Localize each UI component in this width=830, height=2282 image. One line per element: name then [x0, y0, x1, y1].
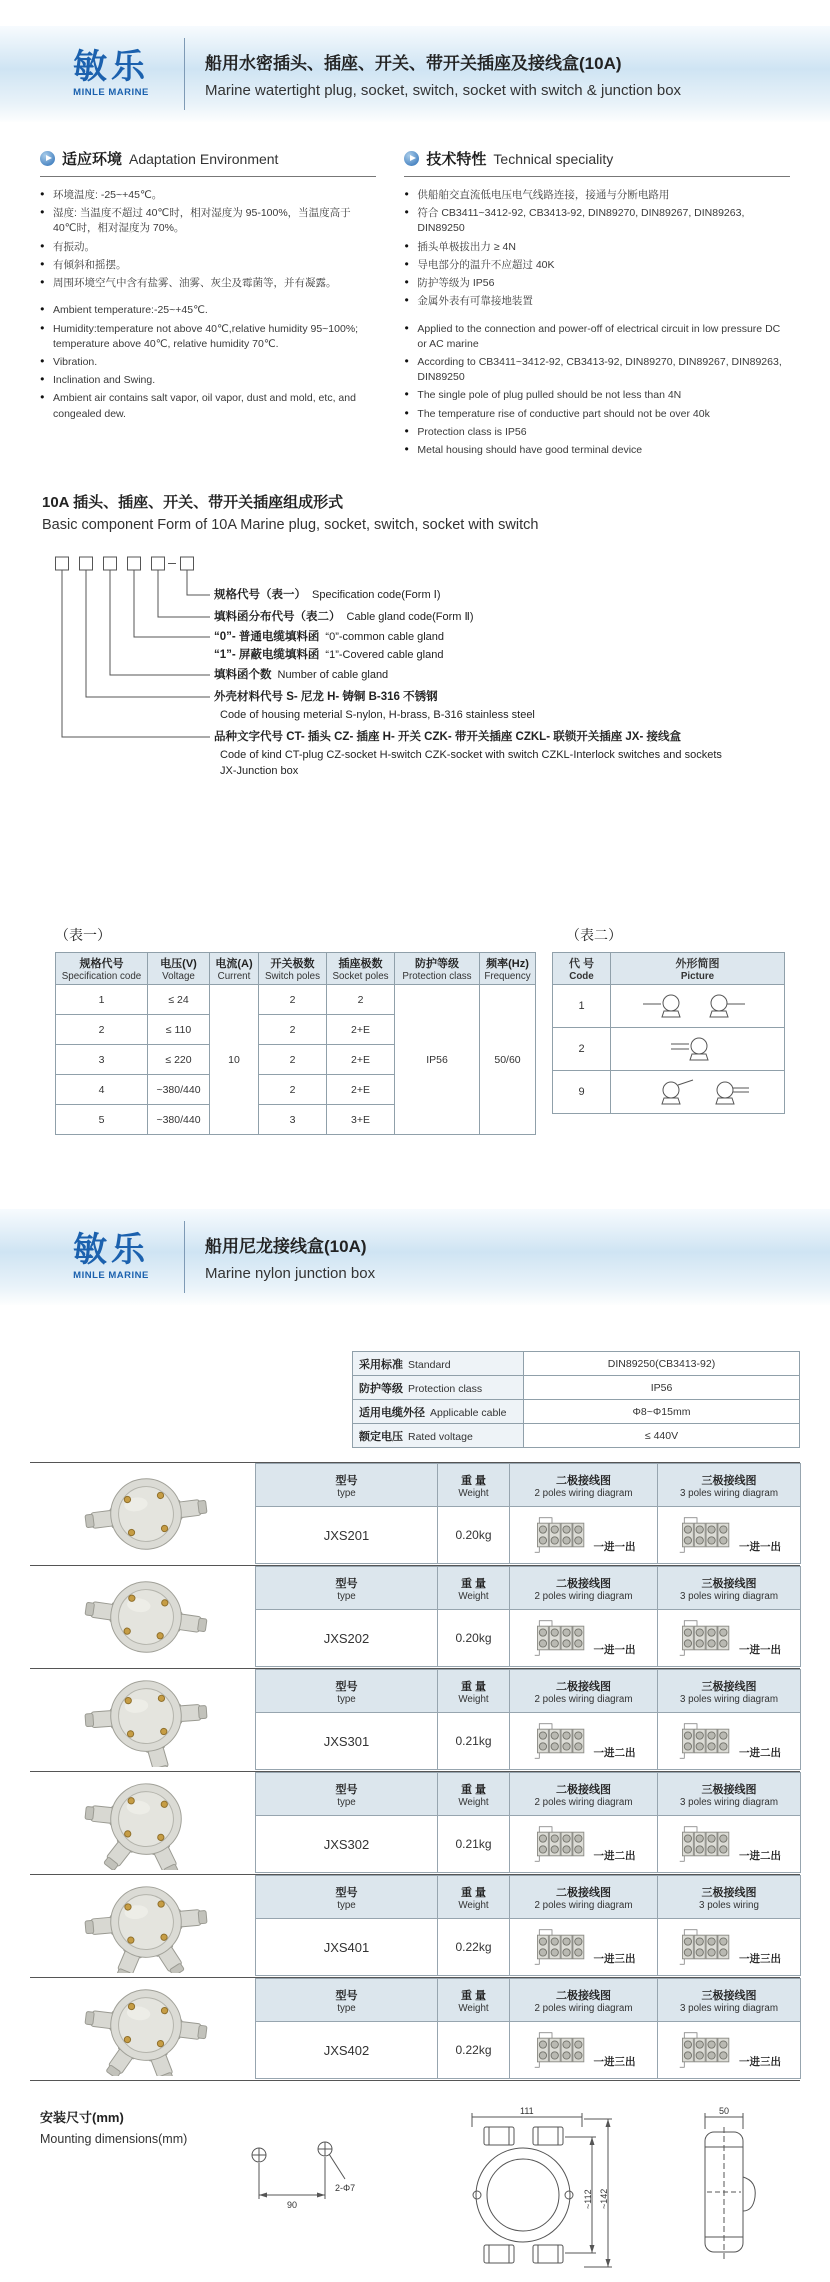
- gland-layout-picture: [611, 1028, 785, 1071]
- product-header-row: [256, 1876, 801, 1919]
- standard-value: Φ8~Φ15mm: [524, 1400, 800, 1424]
- gland-layout-picture: [611, 985, 785, 1028]
- header-cell: 代 号 Code: [553, 953, 611, 985]
- hole-pattern-drawing: [227, 2107, 377, 2227]
- cell-frequency: 50/60: [480, 985, 536, 1135]
- product-row-jxs201: [30, 1462, 800, 1565]
- standard-key: 适用电缆外径 Applicable cable: [353, 1400, 524, 1424]
- terminal-diagram: [532, 1823, 592, 1865]
- product-row-jxs302: [30, 1771, 800, 1874]
- header-cell: 防护等级 Protection class: [395, 953, 480, 985]
- product-data-row: [256, 1713, 801, 1770]
- standard-value: DIN89250(CB3413-92): [524, 1352, 800, 1376]
- product-type: JXS202: [256, 1610, 438, 1667]
- cell: 1: [553, 985, 611, 1028]
- adaptation-list-en: [40, 303, 376, 422]
- header-cell: 二极接线图 2 poles wiring diagram: [510, 1876, 658, 1919]
- table-row: [553, 1071, 785, 1114]
- technical-heading-en: Technical speciality: [493, 150, 614, 167]
- cell: ≤ 220: [148, 1045, 210, 1075]
- table-row: [353, 1424, 800, 1448]
- cell-protection: IP56: [395, 985, 480, 1135]
- section-title-cn: 船用尼龙接线盒(10A): [205, 1237, 367, 1257]
- product-type: JXS401: [256, 1919, 438, 1976]
- product-table: [255, 1875, 801, 1976]
- code-label: “1”- 屏蔽电缆填料函 “1”-Covered cable gland: [214, 649, 444, 662]
- header-cell: 型号 type: [256, 1773, 438, 1816]
- list-item: ● Vibration.: [40, 355, 376, 370]
- code-label: 品种文字代号 CT- 插头 CZ- 插座 H- 开关 CZK- 带开关插座 CZKL- 联锁开关插座 JX- 接线盒: [214, 731, 682, 744]
- header-cell: 插座极数 Socket poles: [327, 953, 395, 985]
- header-cell: 型号 type: [256, 1464, 438, 1507]
- list-item: ● 有倾斜和摇摆。: [40, 258, 376, 273]
- wiring-diagram-3p: 一进二出: [658, 1816, 801, 1873]
- table-row: [553, 1028, 785, 1071]
- product-table: [255, 1978, 801, 2079]
- brand-logo-cn: 敏乐: [73, 1231, 149, 1270]
- play-circle-icon: [40, 151, 55, 166]
- dim-50: 50: [719, 2107, 730, 2117]
- standard-value: IP56: [524, 1376, 800, 1400]
- header-cell: 型号 type: [256, 1670, 438, 1713]
- terminal-diagram: [677, 1926, 737, 1968]
- product-table: [255, 1669, 801, 1770]
- list-item: ● 导电部分的温升不应超过 40K: [404, 258, 790, 273]
- code-label: 填料函分布代号（表二） Cable gland code(Form Ⅱ): [214, 611, 474, 624]
- brand-logo-en: MINLE MARINE: [73, 87, 149, 98]
- list-item: ● According to CB3411~3412-92, CB3413-92, DIN89270, DIN89267, DIN89263, DIN89250: [404, 355, 790, 385]
- wiring-diagram-2p: 一进二出: [510, 1816, 658, 1873]
- header-cell: 三极接线图 3 poles wiring diagram: [658, 1670, 801, 1713]
- form2-block: [552, 925, 784, 1135]
- product-header-row: [256, 1567, 801, 1610]
- list-item: ● Ambient temperature:-25~+45℃.: [40, 303, 376, 318]
- side-view-drawing: [677, 2107, 772, 2282]
- dim-111: 111: [520, 2107, 534, 2117]
- code-label: “0”- 普通电缆填料函 “0”-common cable gland: [214, 631, 445, 644]
- product-list: [0, 1462, 830, 2081]
- cell: 1: [56, 985, 148, 1015]
- cell: 4: [56, 1075, 148, 1105]
- dimension-drawings: [227, 2107, 772, 2282]
- brand-logo: [52, 50, 170, 98]
- cell: ~380/440: [148, 1075, 210, 1105]
- wiring-diagram-2p: 一进一出: [510, 1507, 658, 1564]
- terminal-diagram: [677, 1720, 737, 1762]
- product-type: JXS201: [256, 1507, 438, 1564]
- terminal-diagram: [532, 1617, 592, 1659]
- product-row-jxs402: [30, 1977, 800, 2081]
- form2-caption: （表二）: [566, 927, 622, 944]
- table-row: [353, 1352, 800, 1376]
- table-row: [56, 985, 536, 1015]
- cell: 3: [259, 1105, 327, 1135]
- code-diagram: [42, 549, 790, 787]
- form1-caption: （表一）: [55, 927, 111, 944]
- header-divider: [184, 38, 185, 110]
- header-cell: 型号 type: [256, 1979, 438, 2022]
- terminal-diagram: [677, 1617, 737, 1659]
- wiring-diagram-2p: 一进一出: [510, 1610, 658, 1667]
- code-label: 外壳材料代号 S- 尼龙 H- 铸铜 B-316 不锈钢: [214, 691, 438, 704]
- form2-table: [552, 952, 785, 1114]
- header-cell: 二极接线图 2 poles wiring diagram: [510, 1464, 658, 1507]
- terminal-diagram: [532, 1720, 592, 1762]
- technical-speciality-section: [404, 148, 790, 461]
- code-diagram-lines: [42, 549, 232, 787]
- list-item: ● 湿度: 当温度不超过 40℃时，相对湿度为 95-100%，当温度高于 40℃时，相对湿度为 70%。: [40, 206, 376, 236]
- header-cell: 重 量 Weight: [438, 1876, 510, 1919]
- header-cell: 三极接线图 3 poles wiring diagram: [658, 1464, 801, 1507]
- product-row-jxs301: [30, 1668, 800, 1771]
- header-cell: 二极接线图 2 poles wiring diagram: [510, 1670, 658, 1713]
- header-cell: 规格代号 Specification code: [56, 953, 148, 985]
- form2-header-row: [553, 953, 785, 985]
- header-divider: [184, 1221, 185, 1293]
- product-photo: [40, 1879, 252, 1973]
- terminal-diagram: [532, 2029, 592, 2071]
- terminal-diagram: [532, 1926, 592, 1968]
- component-form-title-en: Basic component Form of 10A Marine plug, socket, switch, socket with switch: [42, 517, 539, 534]
- product-data-row: [256, 1507, 801, 1564]
- header-cell: 重 量 Weight: [438, 1464, 510, 1507]
- header-cell: 二极接线图 2 poles wiring diagram: [510, 1773, 658, 1816]
- product-photo: [40, 1776, 252, 1870]
- form1-header-row: [56, 953, 536, 985]
- product-data-row: [256, 2022, 801, 2079]
- header-cell: 重 量 Weight: [438, 1773, 510, 1816]
- cell: 2: [259, 1075, 327, 1105]
- wiring-diagram-2p: 一进二出: [510, 1713, 658, 1770]
- form-tables: [0, 925, 830, 1135]
- product-row-jxs401: [30, 1874, 800, 1977]
- technical-heading-cn: 技术特性: [426, 151, 487, 168]
- list-item: ● 符合 CB3411~3412-92, CB3413-92, DIN89270, DIN89267, DIN89263, DIN89250: [404, 206, 790, 236]
- brand-logo: [52, 1233, 170, 1281]
- product-weight: 0.22kg: [438, 1919, 510, 1976]
- product-photo: [40, 1673, 252, 1767]
- table-row: [553, 985, 785, 1028]
- header-cell: 重 量 Weight: [438, 1979, 510, 2022]
- table-row: [353, 1400, 800, 1424]
- product-table: [255, 1463, 801, 1564]
- section-header-junction-box: [0, 1209, 830, 1305]
- page-title: [205, 49, 681, 99]
- cell: 5: [56, 1105, 148, 1135]
- cell: 2+E: [327, 1075, 395, 1105]
- product-row-jxs202: [30, 1565, 800, 1668]
- standard-key: 防护等级 Protection class: [353, 1376, 524, 1400]
- wiring-diagram-3p: 一进一出: [658, 1610, 801, 1667]
- header-cell: 开关极数 Switch poles: [259, 953, 327, 985]
- cell: 3+E: [327, 1105, 395, 1135]
- product-weight: 0.20kg: [438, 1610, 510, 1667]
- feature-columns: [0, 148, 830, 461]
- list-item: ● Protection class is IP56: [404, 425, 790, 440]
- list-item: ● 环境温度: -25~+45℃。: [40, 188, 376, 203]
- wiring-diagram-3p: 一进二出: [658, 1713, 801, 1770]
- adaptation-heading-en: Adaptation Environment: [129, 150, 279, 167]
- cell: 2: [553, 1028, 611, 1071]
- section-title: [205, 1232, 375, 1282]
- table-row: [353, 1376, 800, 1400]
- product-header-row: [256, 1464, 801, 1507]
- mounting-title-en: Mounting dimensions(mm): [40, 2132, 188, 2147]
- header-cell: 型号 type: [256, 1567, 438, 1610]
- standards-section: [352, 1351, 800, 1448]
- cell: 9: [553, 1071, 611, 1114]
- cell: 2+E: [327, 1015, 395, 1045]
- terminal-diagram: [677, 1514, 737, 1556]
- product-header-row: [256, 1670, 801, 1713]
- product-data-row: [256, 1919, 801, 1976]
- product-header-row: [256, 1979, 801, 2022]
- header-cell: 二极接线图 2 poles wiring diagram: [510, 1567, 658, 1610]
- header-cell: 型号 type: [256, 1876, 438, 1919]
- cell: ~380/440: [148, 1105, 210, 1135]
- cell: 2: [259, 1045, 327, 1075]
- product-photo: [40, 1467, 252, 1561]
- wiring-diagram-3p: 一进三出: [658, 2022, 801, 2079]
- page-title-en: Marine watertight plug, socket, switch, socket with switch & junction box: [205, 82, 682, 99]
- code-label: Code of housing meterial S-nylon, H-brass, B-316 stainless steel: [220, 709, 535, 722]
- list-item: ● 金属外表有可靠接地装置: [404, 294, 790, 309]
- dim-90: 90: [287, 2200, 298, 2211]
- section-title-en: Marine nylon junction box: [205, 1265, 376, 1283]
- code-label: 填料函个数 Number of cable gland: [214, 669, 389, 682]
- product-weight: 0.21kg: [438, 1816, 510, 1873]
- header-cell: 外形简图 Picture: [611, 953, 785, 985]
- mounting-title: [40, 2107, 187, 2282]
- product-table: [255, 1772, 801, 1873]
- list-item: ● The single pole of plug pulled should be not less than 4N: [404, 388, 790, 403]
- cell: ≤ 24: [148, 985, 210, 1015]
- product-weight: 0.22kg: [438, 2022, 510, 2079]
- header-cell: 三极接线图 3 poles wiring diagram: [658, 1979, 801, 2022]
- terminal-diagram: [532, 1514, 592, 1556]
- header-cell: 电压(V) Voltage: [148, 953, 210, 985]
- product-type: JXS301: [256, 1713, 438, 1770]
- header-cell: 二极接线图 2 poles wiring diagram: [510, 1979, 658, 2022]
- list-item: ● Applied to the connection and power-off of electrical circuit in low pressure DC or AC marine: [404, 322, 790, 352]
- technical-list-en: [404, 322, 790, 459]
- adaptation-heading-cn: 适应环境: [62, 151, 123, 168]
- list-item: ● 插头单极拔出力 ≥ 4N: [404, 240, 790, 255]
- mounting-dimensions-section: [0, 2081, 830, 2282]
- code-label: JX-Junction box: [220, 765, 299, 778]
- cell: 2: [259, 1015, 327, 1045]
- header-cell: 三极接线图 3 poles wiring: [658, 1876, 801, 1919]
- header-cell: 重 量 Weight: [438, 1670, 510, 1713]
- mounting-title-cn: 安装尺寸(mm): [40, 2110, 124, 2126]
- cell: 3: [56, 1045, 148, 1075]
- technical-heading: [404, 148, 790, 177]
- page-header: [0, 26, 830, 122]
- product-photo: [40, 1570, 252, 1664]
- wiring-diagram-2p: 一进三出: [510, 2022, 658, 2079]
- dim-112: ~112: [583, 2189, 594, 2210]
- wiring-diagram-3p: 一进三出: [658, 1919, 801, 1976]
- form1-block: [55, 925, 536, 1135]
- dim-2phi7: 2-Φ7: [335, 2183, 356, 2194]
- header-cell: 重 量 Weight: [438, 1567, 510, 1610]
- technical-list-cn: [404, 188, 790, 310]
- standards-table: [352, 1351, 800, 1448]
- cell: 2: [56, 1015, 148, 1045]
- wiring-diagram-3p: 一进一出: [658, 1507, 801, 1564]
- cell-current: 10: [210, 985, 259, 1135]
- product-weight: 0.20kg: [438, 1507, 510, 1564]
- component-form-title-cn: 10A 插头、插座、开关、带开关插座组成形式: [42, 494, 344, 512]
- list-item: ● Humidity:temperature not above 40℃,relative humidity 95~100%; temperature above 40℃, relative humidity 70℃.: [40, 322, 376, 352]
- form1-table: [55, 952, 536, 1135]
- cell: ≤ 110: [148, 1015, 210, 1045]
- product-type: JXS402: [256, 2022, 438, 2079]
- page-title-cn: 船用水密插头、插座、开关、带开关插座及接线盒(10A): [205, 54, 622, 73]
- cell: 2+E: [327, 1045, 395, 1075]
- adaptation-list-cn: [40, 188, 376, 291]
- product-table: [255, 1566, 801, 1667]
- list-item: ● Ambient air contains salt vapor, oil vapor, dust and mold, etc, and congealed dew.: [40, 391, 376, 421]
- component-form-section: [42, 491, 790, 787]
- code-label: 规格代号（表一） Specification code(Form Ⅰ): [214, 589, 441, 602]
- standard-key: 采用标准 Standard: [353, 1352, 524, 1376]
- play-circle-icon: [404, 151, 419, 166]
- list-item: ● 防护等级为 IP56: [404, 276, 790, 291]
- terminal-diagram: [677, 2029, 737, 2071]
- header-cell: 电流(A) Current: [210, 953, 259, 985]
- product-data-row: [256, 1816, 801, 1873]
- standard-value: ≤ 440V: [524, 1424, 800, 1448]
- standard-key: 额定电压 Rated voltage: [353, 1424, 524, 1448]
- cell: 2: [259, 985, 327, 1015]
- product-photo: [40, 1982, 252, 2076]
- product-type: JXS302: [256, 1816, 438, 1873]
- wiring-diagram-2p: 一进三出: [510, 1919, 658, 1976]
- code-label: Code of kind CT-plug CZ-socket H-switch CZK-socket with switch CZKL-Interlock switches and sockets: [220, 749, 722, 762]
- list-item: ● The temperature rise of conductive part should not be over 40k: [404, 407, 790, 422]
- adaptation-environment-section: [40, 148, 376, 461]
- front-view-drawing: [432, 2107, 622, 2282]
- header-cell: 三极接线图 3 poles wiring diagram: [658, 1773, 801, 1816]
- brand-logo-cn: 敏乐: [73, 48, 149, 86]
- list-item: ● 周围环境空气中含有盐雾、油雾、灰尘及霉菌等，并有凝露。: [40, 276, 376, 291]
- brand-logo-en: MINLE MARINE: [73, 1270, 149, 1282]
- product-header-row: [256, 1773, 801, 1816]
- list-item: ● Inclination and Swing.: [40, 373, 376, 388]
- list-item: ● 供船舶交直流低电压电气线路连接，接通与分断电路用: [404, 188, 790, 203]
- list-item: ● 有振动。: [40, 240, 376, 255]
- cell: 2: [327, 985, 395, 1015]
- product-weight: 0.21kg: [438, 1713, 510, 1770]
- list-item: ● Metal housing should have good terminal device: [404, 443, 790, 458]
- header-cell: 三极接线图 3 poles wiring diagram: [658, 1567, 801, 1610]
- product-data-row: [256, 1610, 801, 1667]
- gland-layout-picture: [611, 1071, 785, 1114]
- adaptation-heading: [40, 148, 376, 177]
- terminal-diagram: [677, 1823, 737, 1865]
- header-cell: 频率(Hz) Frequency: [480, 953, 536, 985]
- dim-142: ~142: [599, 2189, 610, 2210]
